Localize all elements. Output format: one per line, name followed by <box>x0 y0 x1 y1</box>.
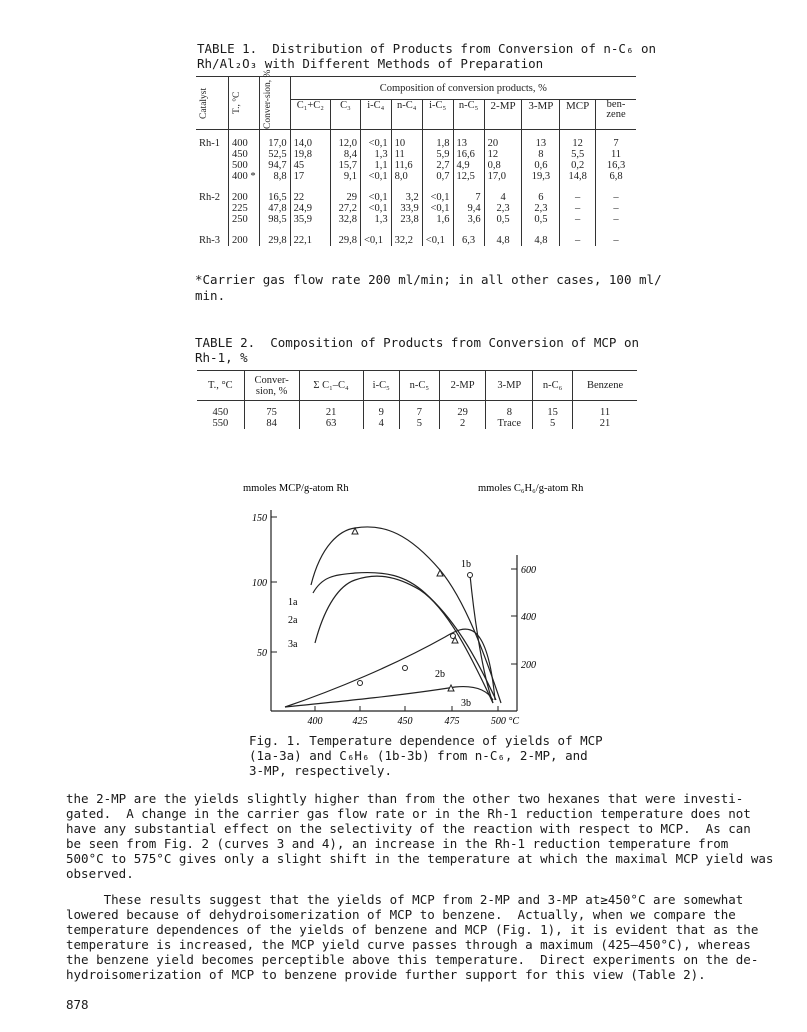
t1-cell: <0,1 <box>360 225 391 246</box>
fig-right-tick: 200 <box>521 660 536 671</box>
table1-caption-line2: Rh/Al₂O₃ with Different Methods of Preparation <box>197 56 544 71</box>
fig-left-tick: 150 <box>252 513 267 524</box>
t1-cell: 12 5,5 0,2 14,8 <box>560 130 596 183</box>
t1-cell: 20 12 0,8 17,0 <box>484 130 522 183</box>
t1-col-nc5: n-C₅ <box>453 100 484 130</box>
t2-cell: 21 63 <box>299 401 363 430</box>
curve-2a <box>313 573 496 700</box>
fig-left-tick: 100 <box>252 578 267 589</box>
t1-col-nc4: n-C₄ <box>391 100 422 130</box>
table1 <box>196 69 636 246</box>
t1-cell: 16,5 47,8 98,5 <box>259 182 290 225</box>
fig-right-tick: 600 <box>521 565 536 576</box>
label-1b: 1b <box>461 559 471 570</box>
t1-cell: <0,1 <0,1 1,3 <box>360 182 391 225</box>
fig-x-tick: 475 <box>444 716 460 727</box>
t2-cell: 8 Trace <box>486 401 533 430</box>
t2-header-temp: T., °C <box>197 371 244 401</box>
t1-cell: 22,1 <box>290 225 330 246</box>
t2-cell: 15 5 <box>533 401 573 430</box>
t2-cell: 450 550 <box>212 407 229 429</box>
t1-cell: 4,8 <box>484 225 522 246</box>
t1-cell: Rh-3 <box>199 235 220 246</box>
label-3b: 3b <box>461 698 471 709</box>
t2-header-nc6: n-C₆ <box>533 371 573 401</box>
t1-col-2mp: 2-MP <box>484 100 522 130</box>
t1-cell: 32,2 <box>391 225 422 246</box>
body-paragraph-2: These results suggest that the yields of MCP from 2-MP and 3-MP at≥450°C are somewhat lowered because of dehydroisomerization of MCP to benzene. Actually, when we compare the temperature dependences of the yields of benzene and MCP (Fig. 1), it is evident that as the temperature is increased, the MCP yield curve passes through a maximum (425–450°C), whereas the benzene yield becomes perceptible above this temperature. Direct experiments on the de- hydroisomerization of MCP to benzene provide further support for this view (Table 2). <box>66 892 759 982</box>
fig-caption-line3: 3-MP, respectively. <box>249 763 392 778</box>
fig-x-tick: 450 <box>397 716 413 727</box>
t1-cell: <0,1 <0,1 1,6 <box>422 182 453 225</box>
t1-cell: 22 24,9 35,9 <box>290 182 330 225</box>
t1-header-conversion: Conver-sion, % <box>262 69 273 129</box>
body-paragraph-1: the 2-MP are the yields slightly higher than from the other two hexanes that were investi- gated. A change in the carrier gas flow rate or in the Rh-1 reduction temperature does not have any substantial effect on the selectivity of the reaction with respect to MCP. As can be seen from Fig. 2 (curves 3 and 4), an increase in the Rh-1 reduction temperature from 500°C to 575°C gives only a slight shift in the temperature at which the maximal MCP yield was observed. <box>66 791 774 881</box>
t2-cell: 9 4 <box>363 401 399 430</box>
t1-header-composition: Composition of conversion products, % <box>290 77 636 100</box>
fig-right-tick: 400 <box>521 612 536 623</box>
t1-cell: 400 450 500 400 * <box>229 130 260 183</box>
t2-header-2mp: 2-MP <box>439 371 486 401</box>
t2-header-nc5: n-C₅ <box>399 371 439 401</box>
t2-cell: 11 21 <box>573 401 637 430</box>
t2-row <box>197 401 637 430</box>
fig-left-axis-label: mmoles MCP/g-atom Rh <box>243 483 349 494</box>
t1-cell: 29,8 <box>331 225 361 246</box>
table2-caption-line1: TABLE 2. Composition of Products from Conversion of MCP on <box>195 335 640 350</box>
t1-cell: <0,1 1,3 1,1 <0,1 <box>360 130 391 183</box>
table1-caption-line1: TABLE 1. Distribution of Products from Conversion of n-C₆ on <box>197 41 657 56</box>
t1-cell: 17,0 52,5 94,7 8,8 <box>259 130 290 183</box>
t1-col-ic5: i-C₅ <box>422 100 453 130</box>
t1-cell: Rh-2 <box>199 192 220 203</box>
t1-cell: 7 11 16,3 6,8 <box>596 130 637 183</box>
label-2a: 2a <box>288 615 298 626</box>
label-3a: 3a <box>288 639 298 650</box>
t1-cell: 200 <box>229 225 260 246</box>
t2-header-conversion: Conver-sion, % <box>244 371 299 401</box>
t2-cell: 7 5 <box>399 401 439 430</box>
table2 <box>197 370 637 429</box>
fig-caption-line1: Fig. 1. Temperature dependence of yields of MCP <box>249 733 603 748</box>
t1-group-rh1 <box>196 130 636 183</box>
t1-cell: 1,8 5,9 2,7 0,7 <box>422 130 453 183</box>
marker <box>403 666 408 671</box>
figure1 <box>225 475 625 730</box>
t2-cell: 75 84 <box>244 401 299 430</box>
label-1a: 1a <box>288 597 298 608</box>
t1-cell: 14,0 19,8 45 17 <box>290 130 330 183</box>
t2-cell: 29 2 <box>439 401 486 430</box>
t1-cell: – – – <box>596 182 637 225</box>
t1-col-ic4: i-C₄ <box>360 100 391 130</box>
t1-cell: – – – <box>560 182 596 225</box>
label-2b: 2b <box>435 669 445 680</box>
curve-3a <box>315 576 493 703</box>
fig-x-tick: 400 <box>307 716 323 727</box>
t1-cell: – <box>560 225 596 246</box>
fig-x-tick: 500 °C <box>490 716 520 727</box>
t1-header-temp: T., °C <box>232 91 242 115</box>
t1-cell: 12,0 8,4 15,7 9,1 <box>331 130 361 183</box>
t1-cell: 13 16,6 4,9 12,5 <box>453 130 484 183</box>
page-number: 878 <box>66 997 89 1012</box>
table1-footnote-line2: min. <box>195 288 226 303</box>
fig-right-axis-label: mmoles C₆H₆/g-atom Rh <box>478 483 584 494</box>
t1-cell: 4 2,3 0,5 <box>484 182 522 225</box>
table2-caption-line2: Rh-1, % <box>195 350 248 365</box>
curve-1a <box>311 527 501 703</box>
t1-col-benzene: ben-zene <box>596 100 637 130</box>
t1-col-mcp: MCP <box>560 100 596 130</box>
t2-header-sum-c1c4: Σ C₁–C₄ <box>299 371 363 401</box>
t1-col-3mp: 3-MP <box>522 100 560 130</box>
t1-col-c3: C₃ <box>331 100 361 130</box>
t1-cell: 29,8 <box>259 225 290 246</box>
marker <box>468 573 473 578</box>
t2-header-ic5: i-C₅ <box>363 371 399 401</box>
fig-left-tick: 50 <box>257 648 267 659</box>
t1-header-catalyst: Catalyst <box>199 87 209 119</box>
t1-cell: 4,8 <box>522 225 560 246</box>
marker <box>358 681 363 686</box>
t1-group-rh2 <box>196 182 636 225</box>
t1-cell: 7 9,4 3,6 <box>453 182 484 225</box>
fig-caption-line2: (1a-3a) and C₆H₆ (1b-3b) from n-C₆, 2-MP, and <box>249 748 588 763</box>
t1-cell: Rh-1 <box>199 138 220 149</box>
t1-cell: 10 11 11,6 8,0 <box>391 130 422 183</box>
t2-header-3mp: 3-MP <box>486 371 533 401</box>
t1-cell: 3,2 33,9 23,8 <box>391 182 422 225</box>
t2-header-benzene: Benzene <box>573 371 637 401</box>
t1-cell: 13 8 0,6 19,3 <box>522 130 560 183</box>
curve-1b <box>470 575 493 703</box>
t1-cell: 29 27,2 32,8 <box>331 182 361 225</box>
t1-group-rh3 <box>196 225 636 246</box>
t1-cell: – <box>596 225 637 246</box>
t1-cell: <0,1 <box>422 225 453 246</box>
fig-x-tick: 425 <box>352 716 368 727</box>
t1-cell: 6 2,3 0,5 <box>522 182 560 225</box>
table1-footnote-line1: *Carrier gas flow rate 200 ml/min; in all other cases, 100 ml/ <box>195 272 662 287</box>
t1-col-c1c2: C₁+C₂ <box>290 100 330 130</box>
t1-cell: 6,3 <box>453 225 484 246</box>
t1-cell: 200 225 250 <box>229 182 260 225</box>
